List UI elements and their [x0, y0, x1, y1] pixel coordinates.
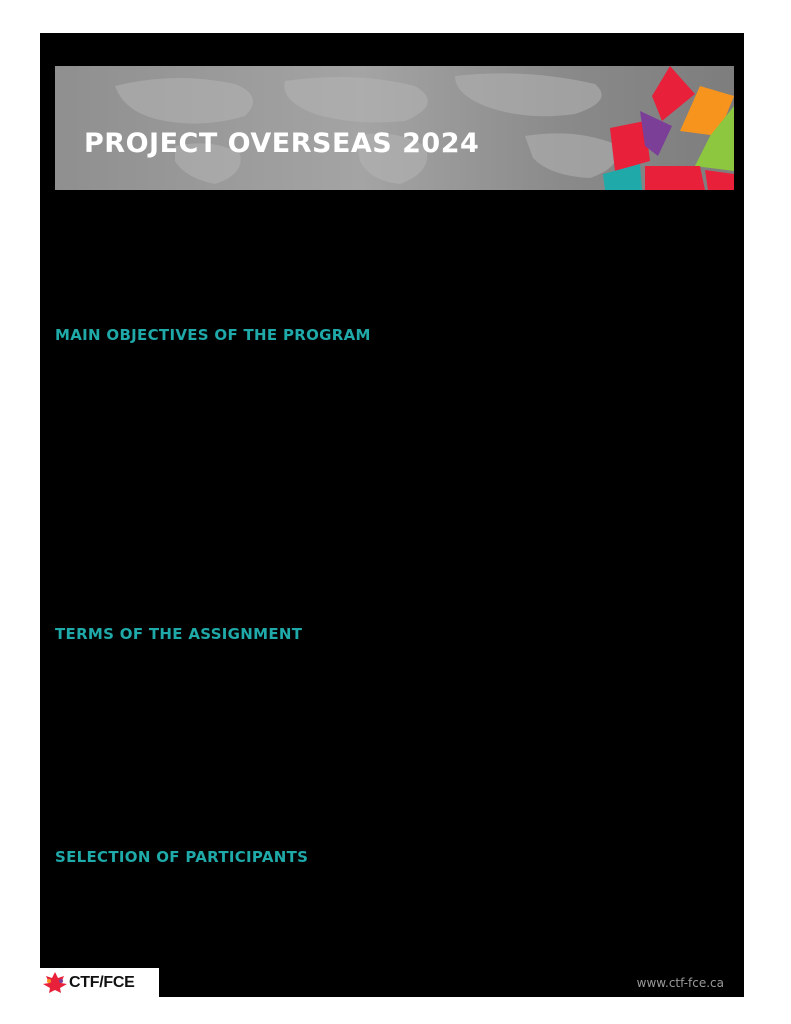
header-banner: [55, 66, 734, 190]
banner-title: PROJECT OVERSEAS 2024: [84, 128, 480, 159]
document-page: [40, 33, 744, 997]
section-heading-objectives: MAIN OBJECTIVES OF THE PROGRAM: [55, 326, 371, 344]
ctf-fce-logo: [40, 968, 159, 997]
footer-website-link[interactable]: www.ctf-fce.ca: [636, 976, 724, 990]
section-heading-terms: TERMS OF THE ASSIGNMENT: [55, 625, 303, 643]
maple-leaf-petals-icon: [600, 66, 734, 190]
footer-logo-text: CTF/FCE: [69, 973, 135, 991]
maple-leaf-icon: [43, 972, 67, 994]
section-heading-selection: SELECTION OF PARTICIPANTS: [55, 848, 309, 866]
